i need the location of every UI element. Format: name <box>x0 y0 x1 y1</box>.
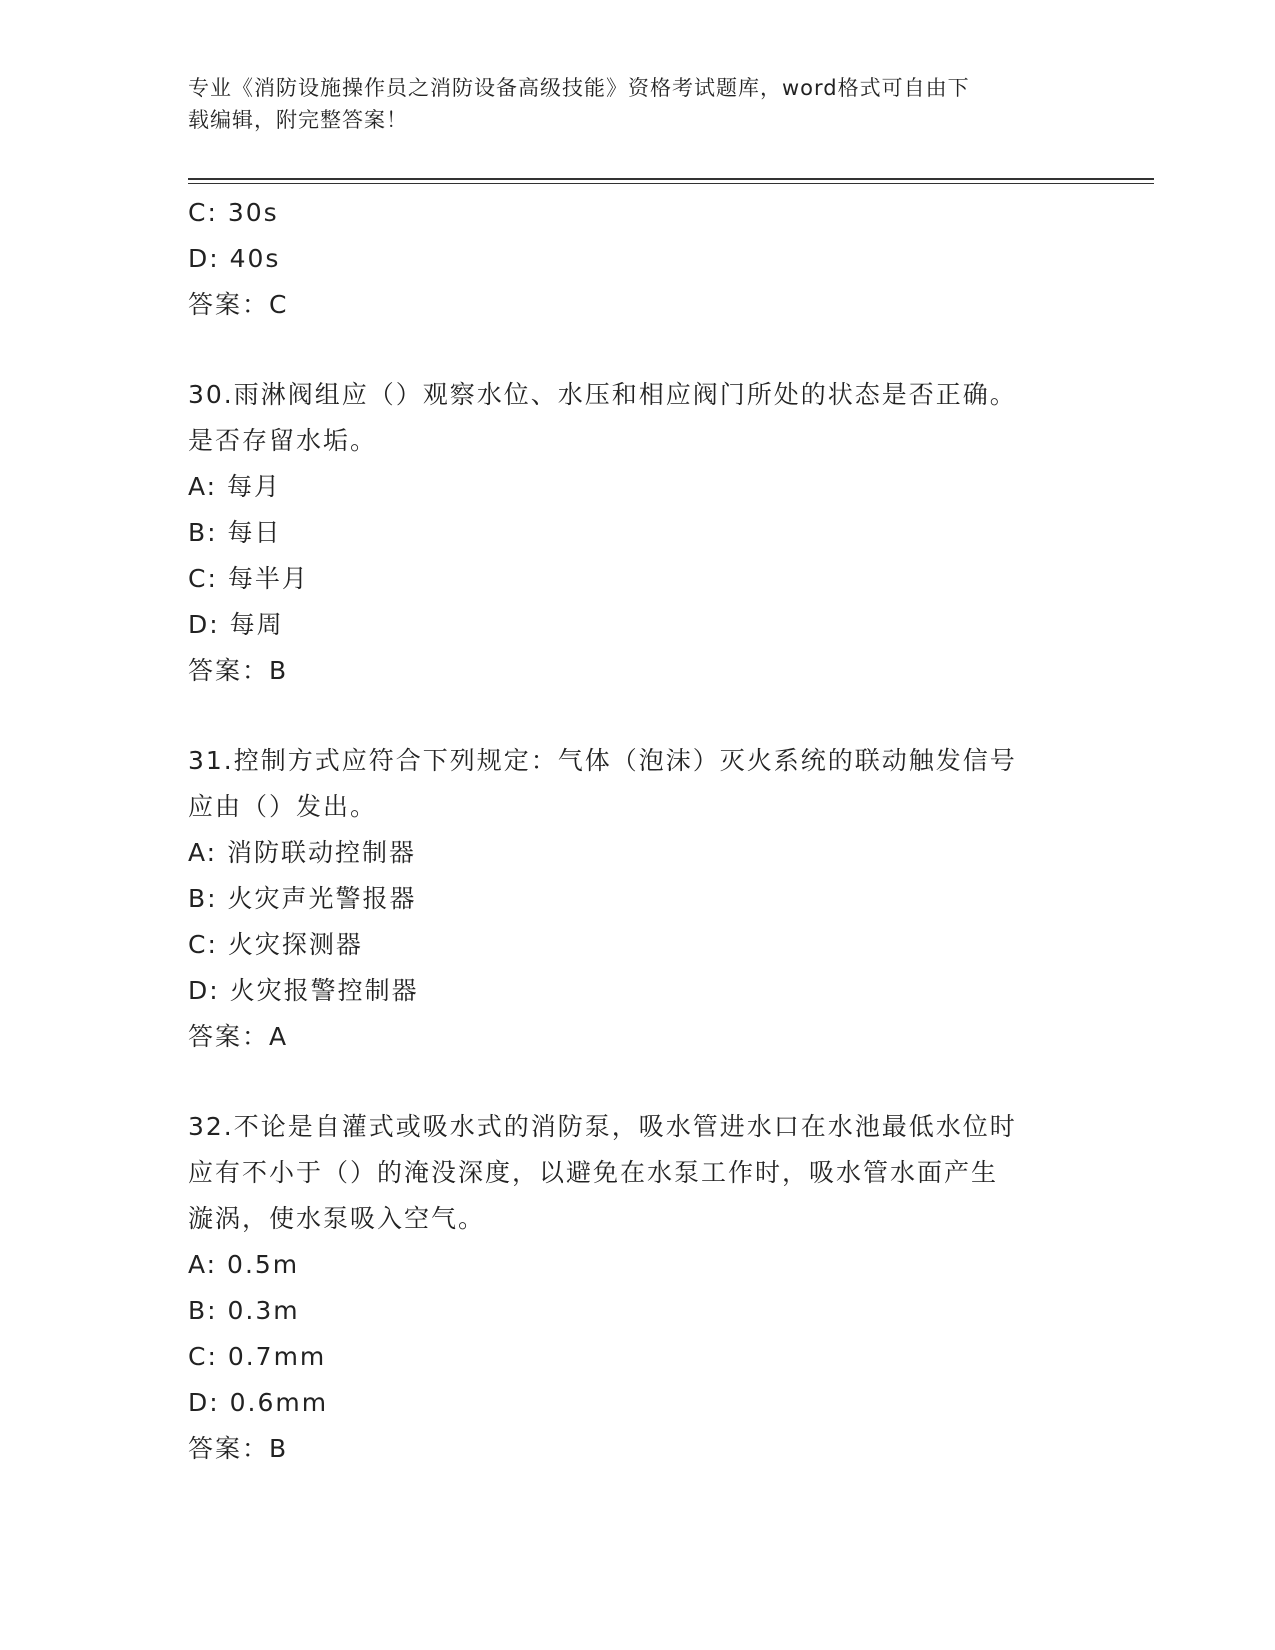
option-a: A: 消防联动控制器 <box>188 838 417 867</box>
option-c: C: 火灾探测器 <box>188 930 363 959</box>
question-text-line-1: 30.雨淋阀组应（）观察水位、水压和相应阀门所处的状态是否正确。 <box>188 380 1017 409</box>
option-b: B: 火灾声光警报器 <box>188 884 417 913</box>
answer: 答案：B <box>188 656 289 685</box>
option-a: A: 0.5m <box>188 1250 300 1279</box>
question-text-line-2: 应有不小于（）的淹没深度，以避免在水泵工作时，吸水管水面产生 <box>188 1158 999 1187</box>
header-line-2: 载编辑，附完整答案！ <box>188 108 408 132</box>
question-text-line-2: 应由（）发出。 <box>188 792 378 821</box>
answer: 答案：C <box>188 290 289 319</box>
option-d: D: 40s <box>188 244 281 273</box>
carryover-question <box>188 190 1088 328</box>
header-line-1: 专业《消防设施操作员之消防设备高级技能》资格考试题库，word格式可自由下 <box>188 76 970 100</box>
answer: 答案：A <box>188 1022 289 1051</box>
question-text-line-3: 漩涡，使水泵吸入空气。 <box>188 1204 486 1233</box>
answer: 答案：B <box>188 1434 289 1463</box>
option-b: B: 每日 <box>188 518 282 547</box>
document-header <box>188 72 1088 136</box>
question-32 <box>188 1104 1088 1472</box>
option-c: C: 每半月 <box>188 564 309 593</box>
header-rule-thick <box>188 178 1154 180</box>
question-text-line-1: 32.不论是自灌式或吸水式的消防泵，吸水管进水口在水池最低水位时 <box>188 1112 1017 1141</box>
option-a: A: 每月 <box>188 472 282 501</box>
question-31 <box>188 738 1088 1060</box>
spacer <box>188 694 1088 738</box>
option-c: C: 0.7mm <box>188 1342 327 1371</box>
spacer <box>188 1060 1088 1104</box>
option-d: D: 0.6mm <box>188 1388 329 1417</box>
question-list <box>188 190 1088 1472</box>
option-d: D: 每周 <box>188 610 284 639</box>
question-text-line-1: 31.控制方式应符合下列规定：气体（泡沫）灭火系统的联动触发信号 <box>188 746 1017 775</box>
header-rule-thin <box>188 183 1154 184</box>
option-d: D: 火灾报警控制器 <box>188 976 419 1005</box>
option-b: B: 0.3m <box>188 1296 300 1325</box>
question-30 <box>188 372 1088 694</box>
question-text-line-2: 是否存留水垢。 <box>188 426 378 455</box>
option-c: C: 30s <box>188 198 279 227</box>
spacer <box>188 328 1088 372</box>
